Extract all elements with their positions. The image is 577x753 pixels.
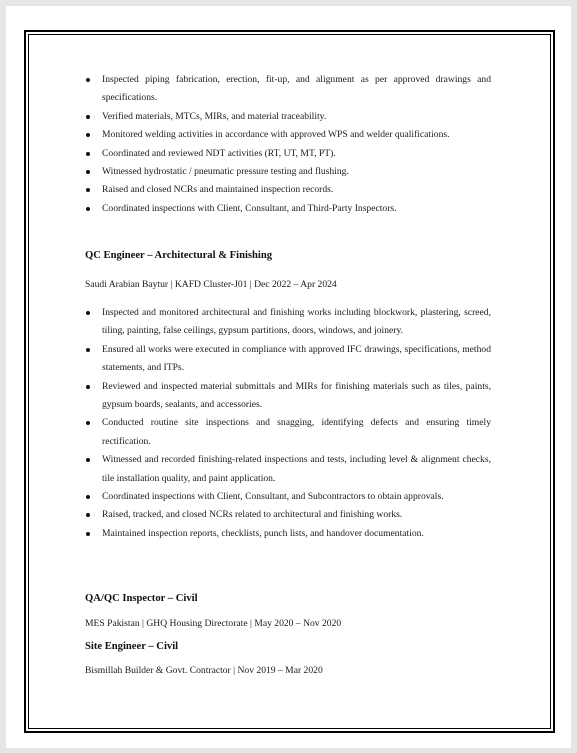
list-item: Inspected and monitored architectural and finishing works including blockwork, plastering, screed, tiling, painting, false ceilings, gypsum partitions, doors, windows, and joinery. [85,304,491,341]
job-title-qc-engineer: QC Engineer – Architectural & Finishing [85,250,273,261]
list-item: Witnessed hydrostatic / pneumatic pressure testing and flushing. [85,163,491,181]
list-item: Raised and closed NCRs and maintained inspection records. [85,181,491,199]
job-title-qaqc-inspector: QA/QC Inspector – Civil [85,593,198,604]
list-item: Coordinated and reviewed NDT activities (RT, UT, MT, PT). [85,145,491,163]
list-item: Raised, tracked, and closed NCRs related to architectural and finishing works. [85,506,491,524]
list-item: Inspected piping fabrication, erection, fit-up, and alignment as per approved drawings and specifications. [85,71,491,108]
list-item: Conducted routine site inspections and snagging, identifying defects and ensuring timely rectification. [85,414,491,451]
job-title-site-engineer: Site Engineer – Civil [85,641,179,652]
job-meta-site-engineer: Bismillah Builder & Govt. Contractor | Nov 2019 – Mar 2020 [85,665,323,676]
job-meta-qaqc-inspector: MES Pakistan | GHQ Housing Directorate | May 2020 – Nov 2020 [85,618,342,629]
finishing-duties-list [85,304,491,543]
list-item: Monitored welding activities in accordance with approved WPS and welder qualifications. [85,126,491,144]
list-item: Ensured all works were executed in compliance with approved IFC drawings, specifications, method statements, and ITPs. [85,341,491,378]
list-item: Verified materials, MTCs, MIRs, and material traceability. [85,108,491,126]
list-item: Witnessed and recorded finishing-related inspections and tests, including level & alignment checks, tile installation quality, and paint application. [85,451,491,488]
list-item: Coordinated inspections with Client, Consultant, and Third-Party Inspectors. [85,200,491,218]
list-item: Coordinated inspections with Client, Consultant, and Subcontractors to obtain approvals. [85,488,491,506]
piping-duties-list [85,71,491,218]
list-item: Reviewed and inspected material submittals and MIRs for finishing materials such as tiles, paints, gypsum boards, sealants, and accessories. [85,378,491,415]
job-meta-qc-engineer: Saudi Arabian Baytur | KAFD Cluster-J01 | Dec 2022 – Apr 2024 [85,279,337,290]
document-page [6,6,571,748]
list-item: Maintained inspection reports, checklists, punch lists, and handover documentation. [85,525,491,543]
